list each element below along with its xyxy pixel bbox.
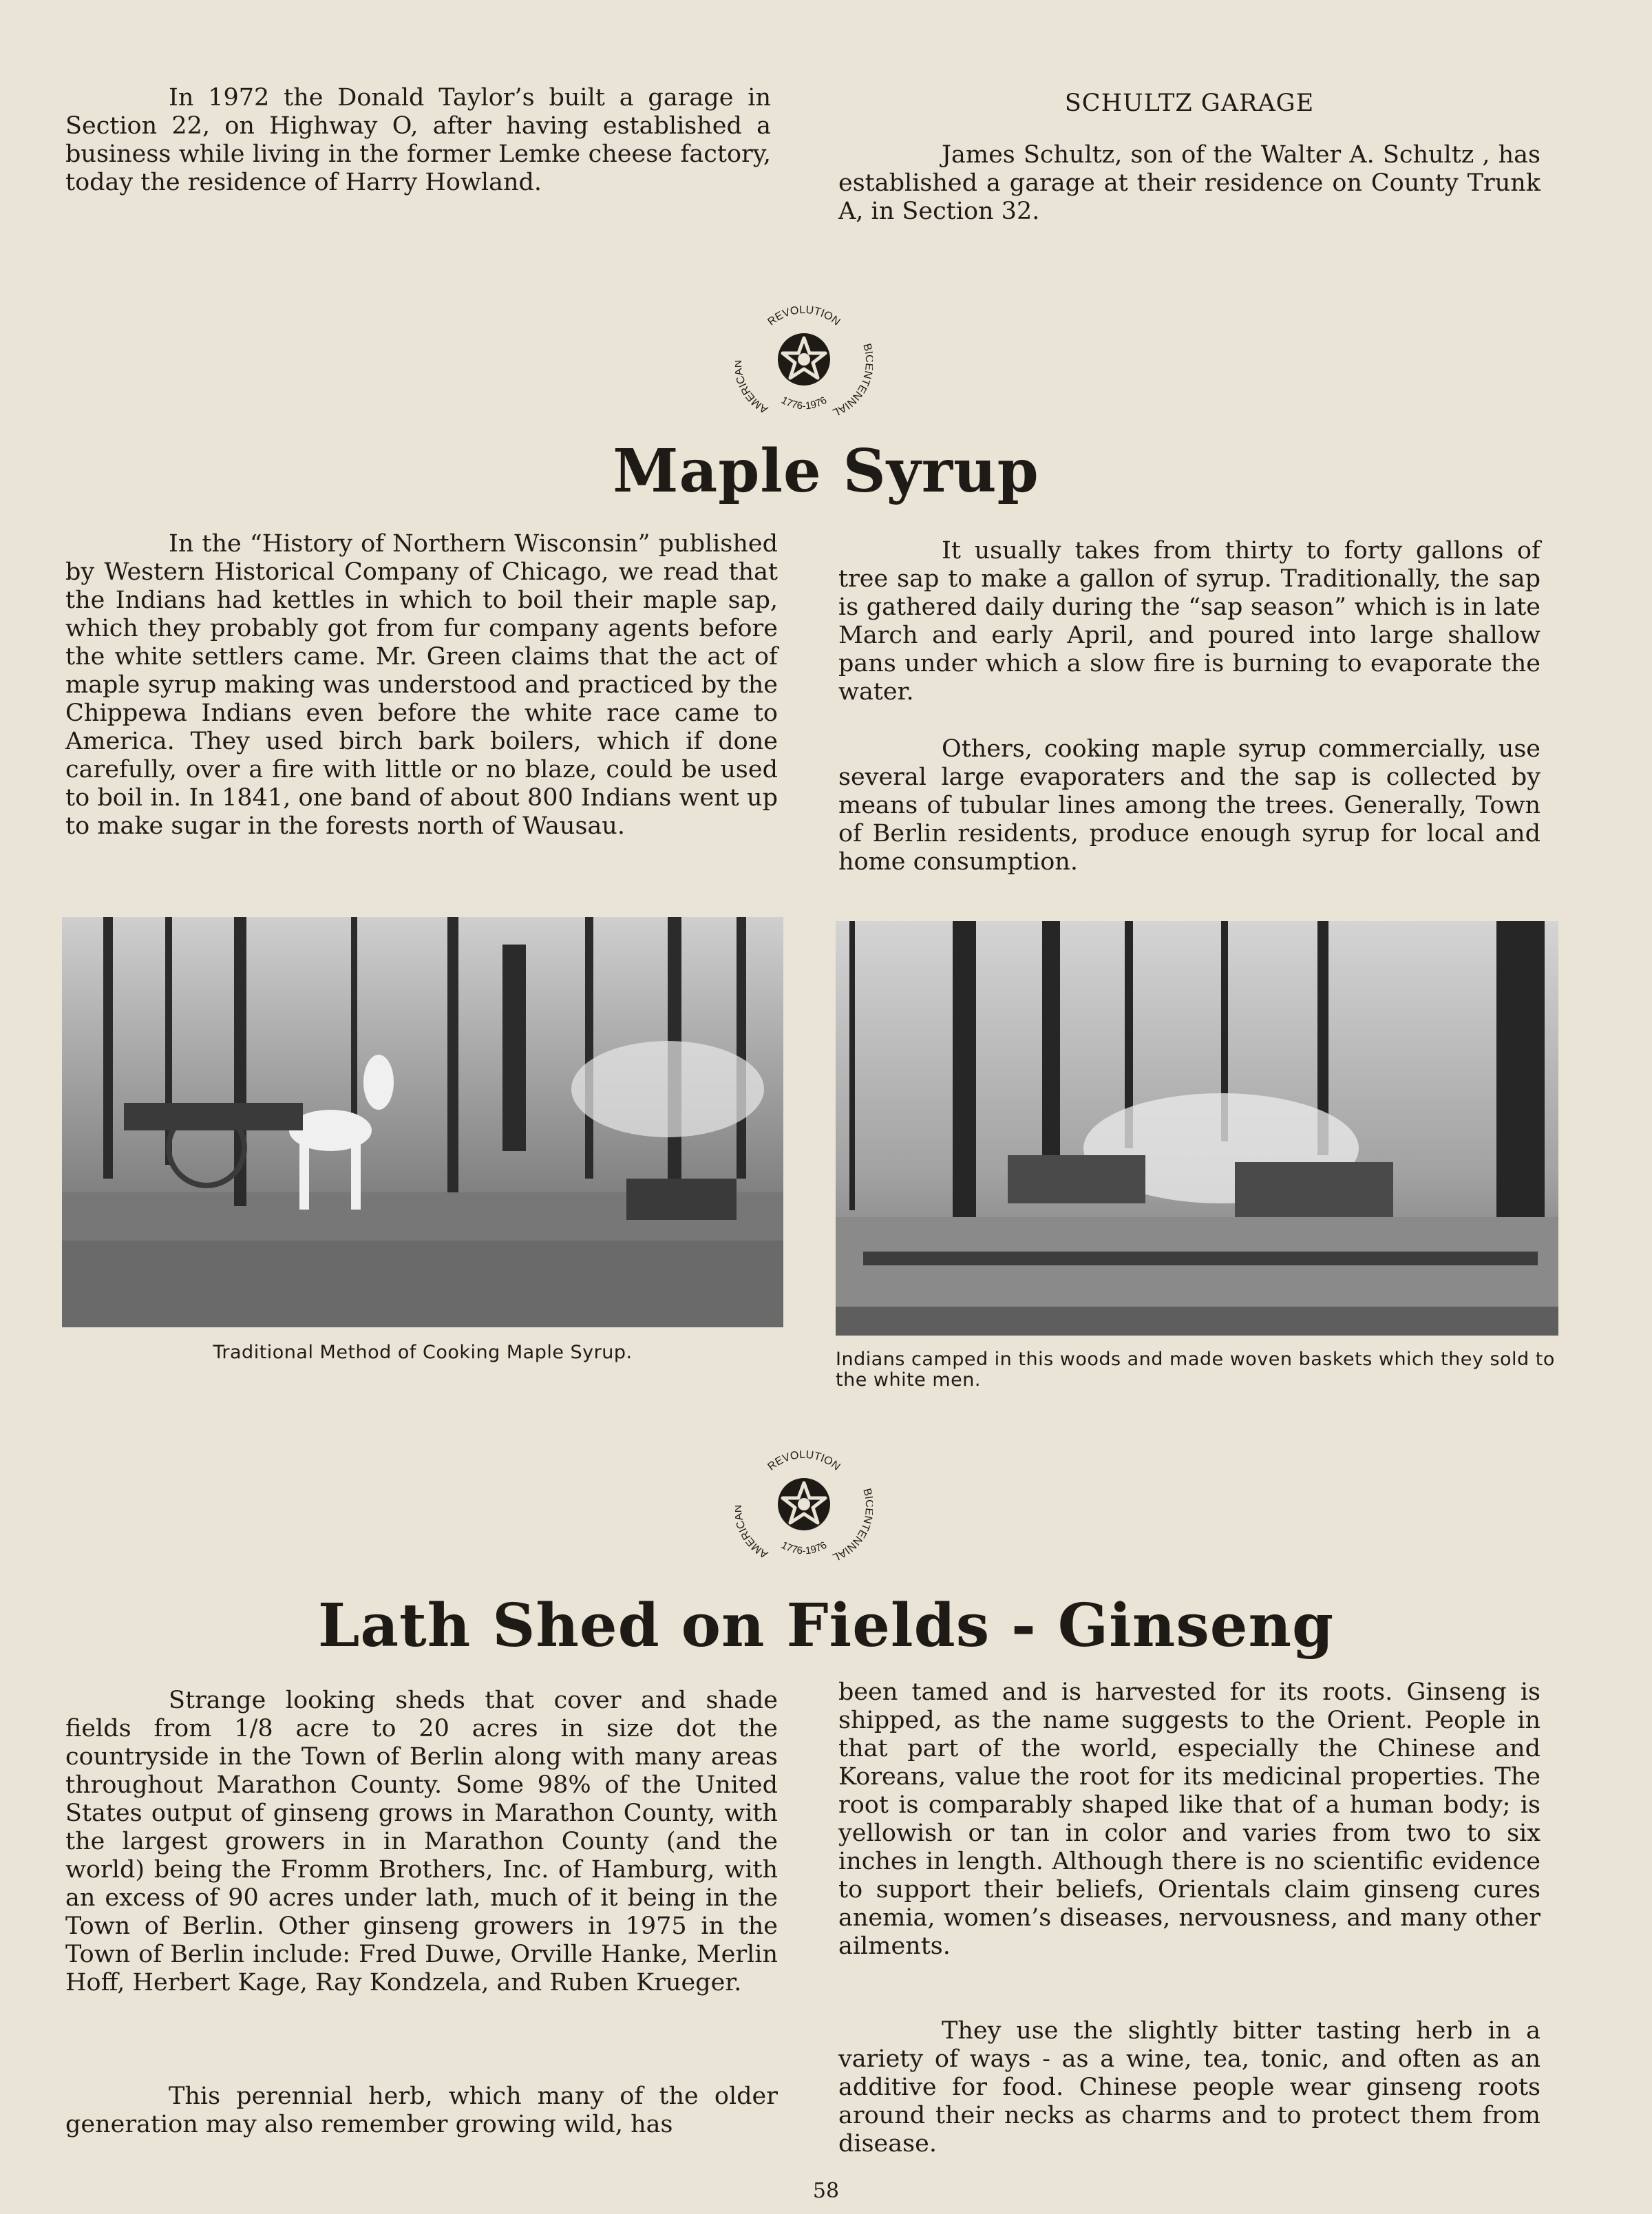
- ginseng-title: Lath Shed on Fields - Ginseng: [317, 1591, 1335, 1660]
- bicentennial-star-icon: [735, 1437, 873, 1575]
- ginseng-left-paragraph-1: Strange looking sheds that cover and shade fields from 1/8 acre to 20 acres in size dot the countryside in the Town of Berlin along with many areas throughout Marathon County. Some 98% of the United States output of ginseng grows in Marathon County, with the largest growers in in Marathon County (and the world) being the Fromm Brothers, Inc. of Hamburg, with an excess of 90 acres under lath, much of it being in the Town of Berlin. Other ginseng growers in 1975 in the Town of Berlin include: Fred Duwe, Orville Hanke, Merlin Hoff, Herbert Kage, Ray Kondzela, and Ruben Krueger.: [65, 1687, 778, 1996]
- bicentennial-seal-middle: [735, 1437, 873, 1575]
- maple-left-photo-caption: Traditional Method of Cooking Maple Syrup.: [213, 1342, 633, 1363]
- ginseng-right-paragraph-1: been tamed and is harvested for its roots. Ginseng is shipped, as the name suggests to the Orient. People in that part of the world, especially the Chinese and Koreans, value the root for its medicinal properties. The root is comparably shaped like that of a human body; is yellowish or tan in color and varies from two to six inches in length. Although there is no scientific evidence to support their beliefs, Orientals claim ginseng cures anemia, women’s diseases, nervousness, and many other ailments.: [838, 1678, 1540, 1960]
- maple-right-photo-caption: Indians camped in this woods and made woven baskets which they sold to the white men.: [836, 1349, 1555, 1391]
- schultz-garage-heading: SCHULTZ GARAGE: [1064, 89, 1315, 117]
- maple-syrup-title: Maple Syrup: [613, 436, 1039, 506]
- svg-text:BICENTENNIAL: B NTENNIAL: [830, 342, 873, 419]
- svg-text:AMERICAN: AMERIC: [735, 1519, 770, 1561]
- svg-text:1776-1976: 1776-1976: [779, 1539, 829, 1557]
- bicentennial-seal-top: [735, 293, 873, 430]
- ginseng-left-paragraph-2: This perennial herb, which many of the older generation may also remember growing wild, has: [65, 2083, 778, 2138]
- maple-left-paragraph: In the “History of Northern Wisconsin” published by Western Historical Company of Chicago, we read that the Indians had kettles in which to boil their maple sap, which they probably got from fur company agents before the white settlers came. Mr. Green claims that the act of maple syrup making was understood and practiced by the Chippewa Indians even before the white race came to America. They used birch bark boilers, which if done carefully, over a fire with little or no blaze, could be used to boil in. In 1841, one band of about 800 Indians went up to make sugar in the forests north of Wausau.: [65, 530, 778, 840]
- indian-camp-woods-photo: [836, 921, 1558, 1336]
- svg-text:BICENTENNIAL: B NTENNIAL: [830, 1487, 873, 1563]
- svg-text:AMERICAN: AMERIC: [735, 374, 770, 416]
- svg-text:1776-1976: 1776-1976: [779, 394, 829, 412]
- maple-syrup-cooking-photo: [62, 917, 783, 1327]
- page-number: 58: [812, 2179, 840, 2203]
- bicentennial-star-icon: [735, 293, 873, 430]
- maple-right-paragraph-1: It usually takes from thirty to forty gallons of tree sap to make a gallon of syrup. Traditionally, the sap is gathered daily during the “sap season” which is in late March and early April, and poured into large shallow pans under which a slow fire is burning to evaporate the water.: [838, 537, 1540, 706]
- svg-text:REVOLUTION: REVOLUTION: [765, 304, 843, 328]
- ginseng-right-paragraph-2: They use the slightly bitter tasting herb in a variety of ways - as a wine, tea, tonic, and often as an additive for food. Chinese people wear ginseng roots around their necks as charms and to protect them from disease.: [838, 2017, 1540, 2158]
- schultz-garage-paragraph: James Schultz, son of the Walter A. Schultz , has established a garage at their residence on County Trunk A, in Section 32.: [838, 141, 1540, 225]
- maple-right-paragraph-2: Others, cooking maple syrup commercially, use several large evaporaters and the sap is collected by means of tubular lines among the trees. Generally, Town of Berlin residents, produce enough syrup for local and home consumption.: [838, 735, 1540, 876]
- taylor-garage-paragraph: In 1972 the Donald Taylor’s built a garage in Section 22, on Highway O, after having established a business while living in the former Lemke cheese factory, today the residence of Harry Howland.: [65, 84, 771, 196]
- svg-text:REVOLUTION: REVOLUTION: [765, 1448, 843, 1473]
